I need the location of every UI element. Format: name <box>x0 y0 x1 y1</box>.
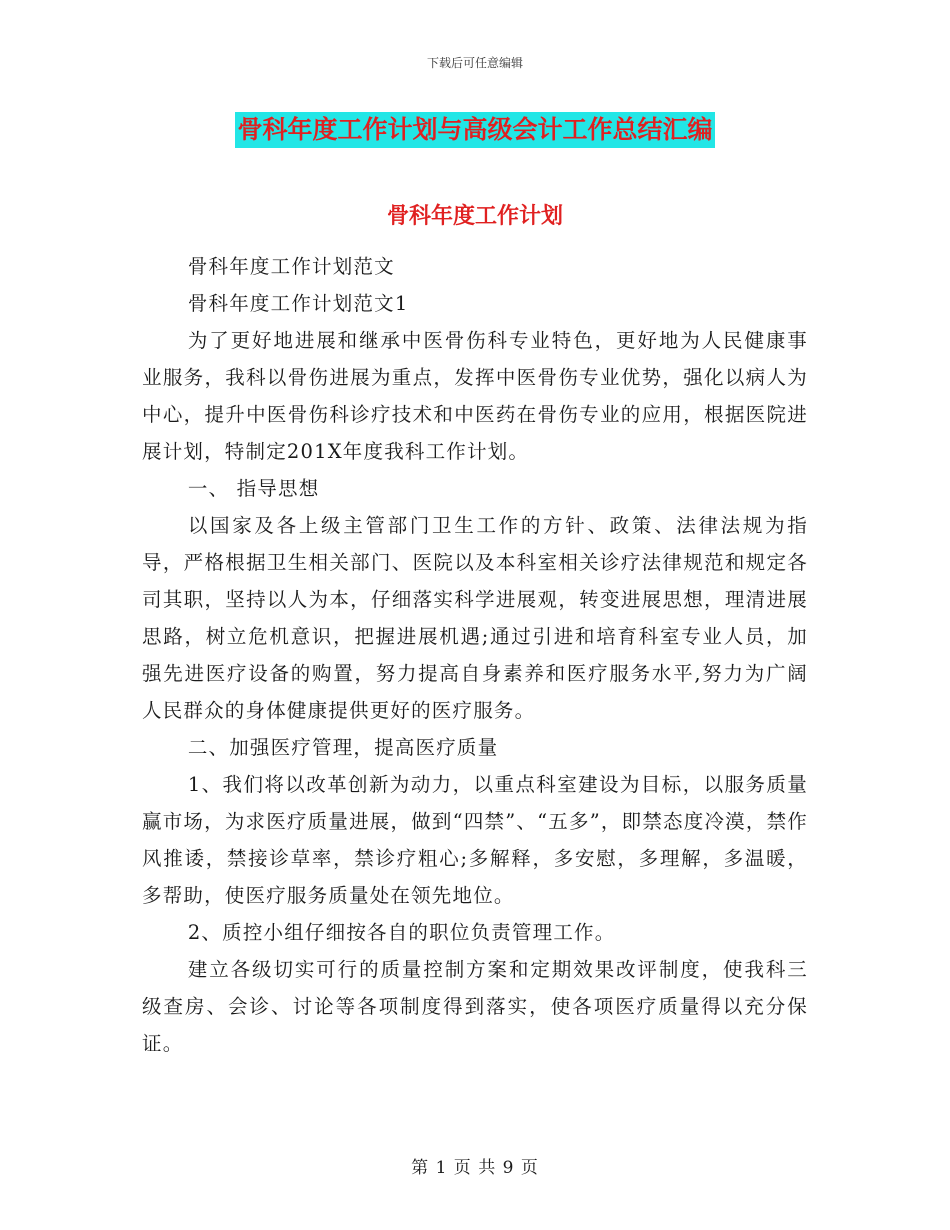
paragraph: 骨科年度工作计划范文 <box>187 255 395 278</box>
paragraph: 为了更好地进展和继承中医骨伤科专业特色，更好地为人民健康事业服务，我科以骨伤进展为重点，发挥中医骨伤专业优势，强化以病人为中心，提升中医骨伤科诊疗技术和中医药在骨伤专业的应用，根据医院进展计划，特制定201X年度我科工作计划。 <box>142 329 808 463</box>
paragraph: 以国家及各上级主管部门卫生工作的方针、政策、法律法规为指导，严格根据卫生相关部门、医院以及本科室相关诊疗法律规范和规定各司其职，坚持以人为本，仔细落实科学进展观，转变进展思想，理清进展思路，树立危机意识，把握进展机遇;通过引进和培育科室专业人员，加强先进医疗设备的购置，努力提高自身素养和医疗服务水平,努力为广阔人民群众的身体健康提供更好的医疗服务。 <box>142 514 808 722</box>
section-title: 骨科年度工作计划 <box>386 204 563 229</box>
paragraph: 一、 指导思想 <box>187 477 320 500</box>
paragraph: 1、我们将以改革创新为动力，以重点科室建设为目标，以服务质量赢市场，为求医疗质量进展，做到“四禁”、“五多”，即禁态度冷漠，禁作风推诿，禁接诊草率，禁诊疗粗心;多解释，多安慰，多理解，多温暖，多帮助，使医疗服务质量处在领先地位。 <box>142 773 808 907</box>
main-title: 骨科年度工作计划与高级会计工作总结汇编 <box>235 112 714 148</box>
paragraph: 骨科年度工作计划范文1 <box>187 292 409 315</box>
page-footer: 第 1 页 共 9 页 <box>411 1158 539 1178</box>
document-body <box>142 248 808 1062</box>
paragraph: 2、质控小组仔细按各自的职位负责管理工作。 <box>187 921 616 944</box>
page-header-note: 下载后可任意编辑 <box>426 56 523 70</box>
paragraph: 二、加强医疗管理，提高医疗质量 <box>187 736 499 759</box>
paragraph: 建立各级切实可行的质量控制方案和定期效果改评制度，使我科三级查房、会诊、讨论等各项制度得到落实，使各项医疗质量得以充分保证。 <box>142 958 808 1055</box>
main-title-container <box>0 112 950 148</box>
